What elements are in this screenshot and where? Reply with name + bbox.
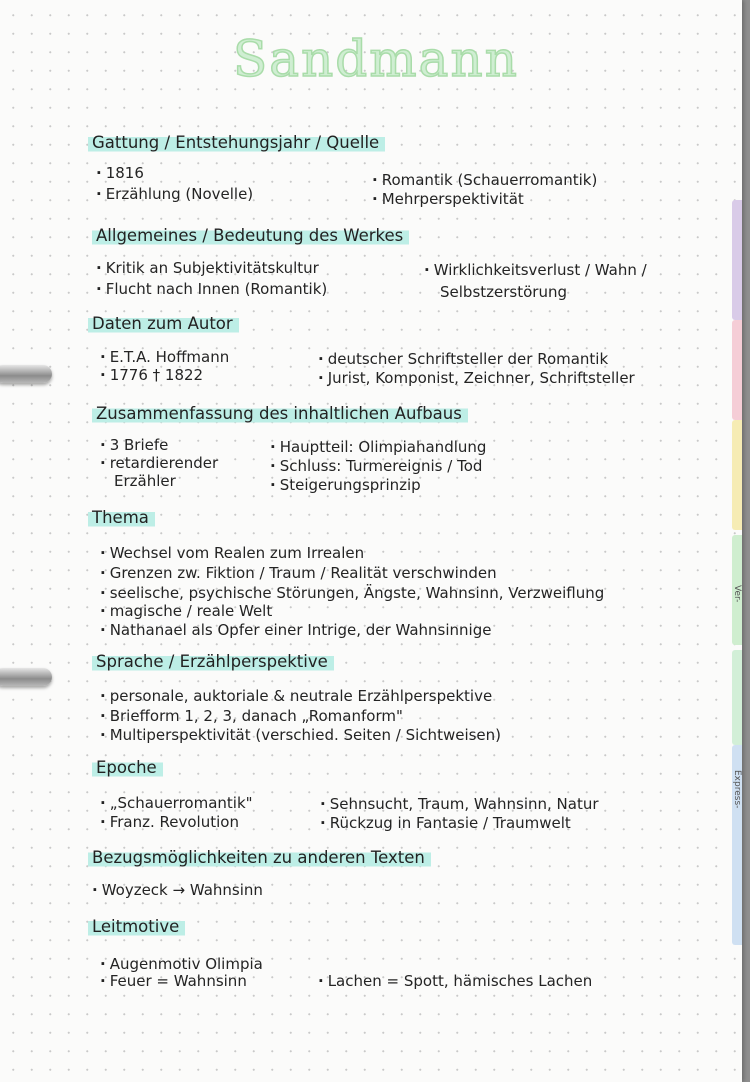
thema-item-3: · seelische, psychische Störungen, Ängste, Wahnsinn, Verzweiflung	[100, 585, 604, 602]
epoche-right-1: · Sehnsucht, Traum, Wahnsinn, Natur	[320, 796, 599, 813]
sprache-item-3: · Multiperspektivität (verschied. Seiten / Sichtweisen)	[100, 727, 501, 744]
heading-allgemeines: Allgemeines / Bedeutung des Werkes	[92, 225, 409, 246]
allgemeines-right-1: · Wirklichkeitsverlust / Wahn /	[424, 262, 647, 279]
gattung-left-1: · 1816	[96, 165, 144, 182]
sprache-item-1: · personale, auktoriale & neutrale Erzählperspektive	[100, 688, 492, 705]
leitmotive-left-2: · Feuer = Wahnsinn	[100, 973, 247, 990]
autor-left-2: · 1776 † 1822	[100, 367, 203, 384]
gattung-right-1: · Romantik (Schauerromantik)	[372, 172, 597, 189]
aufbau-right-2: · Schluss: Turmereignis / Tod	[270, 458, 482, 475]
aufbau-left-1: · 3 Briefe	[100, 437, 168, 454]
aufbau-right-3: · Steigerungsprinzip	[270, 477, 421, 494]
leitmotive-right-1: · Lachen = Spott, hämisches Lachen	[318, 973, 592, 990]
binder-ring-bottom	[0, 668, 52, 686]
aufbau-right-1: · Hauptteil: Olimpiahandlung	[270, 439, 486, 456]
binder-ring-top	[0, 365, 52, 383]
heading-bezug: Bezugsmöglichkeiten zu anderen Texten	[88, 847, 431, 868]
heading-gattung: Gattung / Entstehungsjahr / Quelle	[88, 132, 385, 153]
epoche-right-2: · Rückzug in Fantasie / Traumwelt	[320, 815, 571, 832]
page-title: Sandmann	[233, 30, 519, 88]
gattung-right-2: · Mehrperspektivität	[372, 191, 524, 208]
autor-left-1: · E.T.A. Hoffmann	[100, 349, 229, 366]
heading-thema: Thema	[88, 507, 155, 528]
thema-item-2: · Grenzen zw. Fiktion / Traum / Realität verschwinden	[100, 565, 497, 582]
divider-tab-label-2: Express-	[732, 770, 742, 809]
divider-tab-purple[interactable]	[732, 200, 742, 320]
divider-tab-pink[interactable]	[732, 320, 742, 420]
autor-right-1: · deutscher Schriftsteller der Romantik	[318, 351, 608, 368]
gattung-left-2: · Erzählung (Novelle)	[96, 186, 253, 203]
thema-item-4: · magische / reale Welt	[100, 603, 272, 620]
heading-leitmotive: Leitmotive	[88, 916, 185, 937]
heading-autor: Daten zum Autor	[88, 313, 239, 334]
bezug-item-1: · Woyzeck → Wahnsinn	[92, 882, 263, 899]
allgemeines-left-2: · Flucht nach Innen (Romantik)	[96, 281, 327, 298]
divider-tab-label-1: Ver-	[732, 585, 742, 603]
leitmotive-left-1: · Augenmotiv Olimpia	[100, 956, 263, 973]
divider-tab-yellow[interactable]	[732, 420, 742, 530]
aufbau-left-3: Erzähler	[114, 472, 176, 490]
sprache-item-2: · Briefform 1, 2, 3, danach „Romanform"	[100, 708, 403, 725]
epoche-left-1: · „Schauerromantik"	[100, 795, 253, 812]
allgemeines-right-2: Selbstzerstörung	[440, 283, 567, 301]
aufbau-left-2: · retardierender	[100, 455, 218, 472]
heading-sprache: Sprache / Erzählperspektive	[92, 651, 334, 672]
thema-item-5: · Nathanael als Opfer einer Intrige, der Wahnsinnige	[100, 622, 491, 639]
autor-right-2: · Jurist, Komponist, Zeichner, Schriftsteller	[318, 370, 635, 387]
epoche-left-2: · Franz. Revolution	[100, 814, 239, 831]
allgemeines-left-1: · Kritik an Subjektivitätskultur	[96, 260, 319, 277]
divider-tab-green-2[interactable]	[732, 650, 742, 745]
heading-epoche: Epoche	[92, 757, 163, 778]
heading-aufbau: Zusammenfassung des inhaltlichen Aufbaus	[92, 403, 468, 424]
thema-item-1: · Wechsel vom Realen zum Irrealen	[100, 545, 364, 562]
